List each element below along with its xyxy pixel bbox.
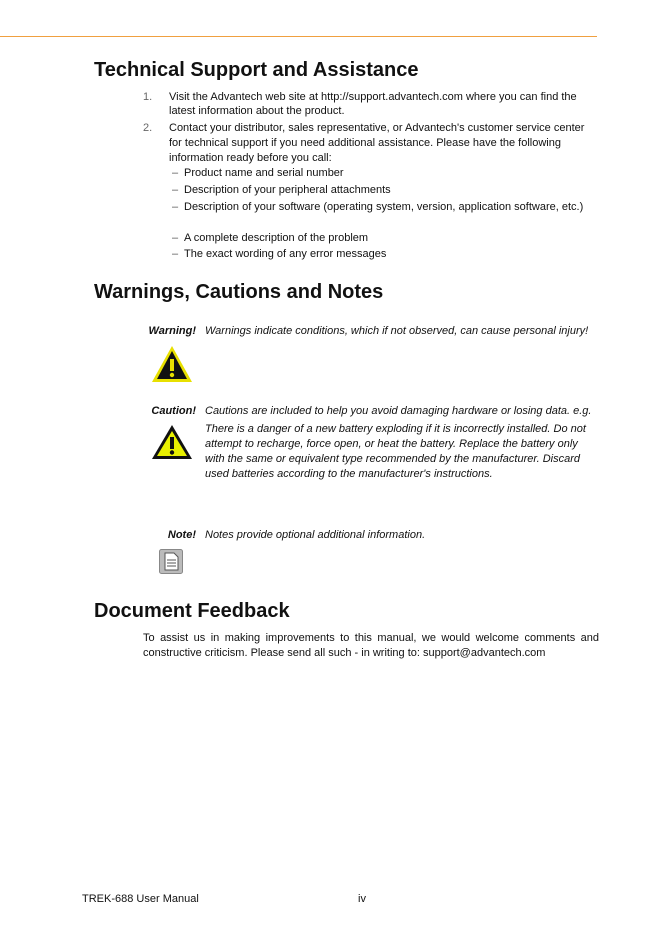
feedback-heading: Document Feedback [94,600,290,622]
sub-item [172,200,600,214]
sub-item-text: Description of your software (operating system, version, application software, etc.) [184,201,584,213]
caution-label: Caution! [151,405,196,417]
note-label: Note! [167,529,196,541]
caution-triangle-icon [151,424,193,460]
dash: – [172,201,179,213]
list-number: 2. [143,122,153,134]
sub-item [172,231,600,245]
footer-manual-title: TREK-688 User Manual [82,893,199,905]
list-number: 1. [143,91,153,103]
dash: – [172,184,179,196]
header-rule [0,36,597,37]
caution-text-body: Cautions are included to help you avoid damaging hardware or losing data. e.g. [205,405,592,417]
note-text-body: Notes provide optional additional information. [205,529,426,541]
list-item: Visit the Advantech web site at http://support.advantech.com where you can find the latest information about the product. [169,91,577,117]
list-item: Contact your distributor, sales representative, or Advantech's customer service center for technical support if you need additional assistance. Please have the following information ready before you call: [169,122,585,164]
feedback-paragraph: To assist us in making improvements to this manual, we would welcome comments and constructive criticism. Please send all such - in writing to: support@advantech.com [143,632,599,659]
warning-label: Warning! [148,325,196,337]
support-heading: Technical Support and Assistance [94,59,419,81]
sub-item-text: A complete description of the problem [184,232,369,244]
note-text [205,528,600,546]
dash: – [172,248,179,260]
sub-item [172,166,600,180]
warning-text-body: Warnings indicate conditions, which if not observed, can cause personal injury! [205,325,589,337]
sub-item-text: Description of your peripheral attachments [184,184,391,196]
warning-text [205,324,600,342]
caution-text [205,404,600,485]
page-number: iv [358,893,366,905]
notices-heading: Warnings, Cautions and Notes [94,281,384,303]
warning-triangle-icon [151,345,193,383]
sub-item-text: The exact wording of any error messages [184,248,387,260]
caution-battery-text: There is a danger of a new battery exploding if it is incorrectly installed. Do not attempt to recharge, force open, or heat the battery. Replace the battery only with the same or equivalent type recommended by the manufacturer. Discard used batteries according to the manufacturer's instructions. [205,423,586,480]
dash: – [172,167,179,179]
sub-item [172,183,600,197]
sub-item-text: Product name and serial number [184,167,344,179]
dash: – [172,232,179,244]
sub-item [172,247,600,261]
note-document-icon [159,549,183,574]
